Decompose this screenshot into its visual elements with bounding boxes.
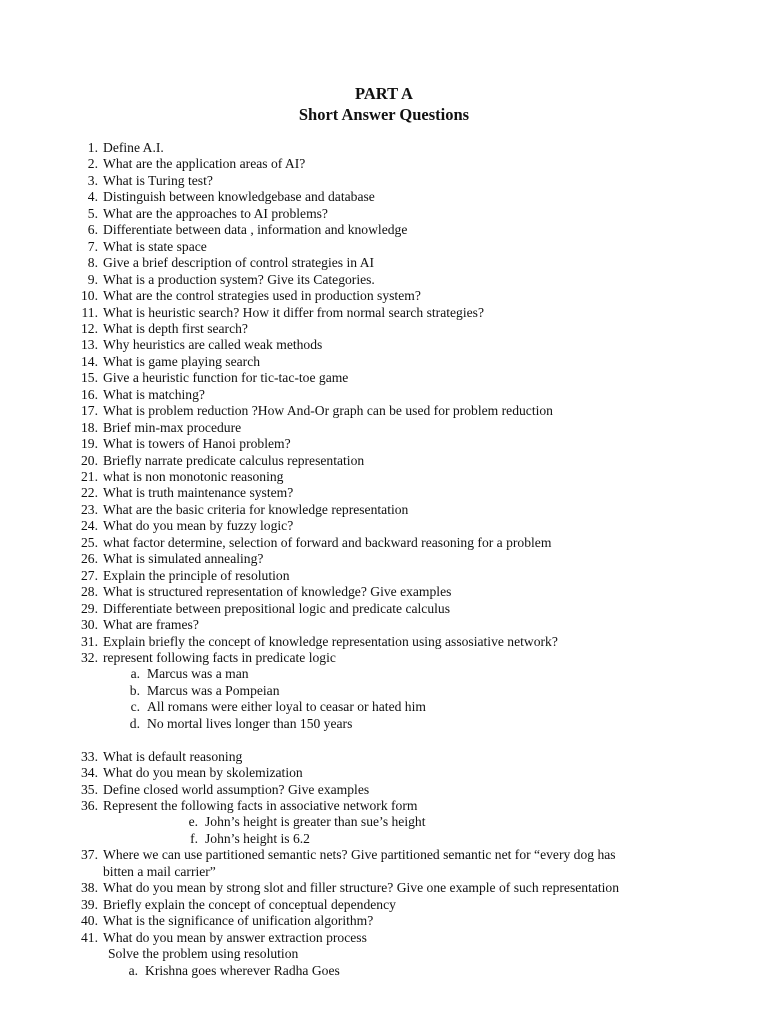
question-number: 36.: [81, 798, 98, 813]
question-text: What is the significance of unification algorithm?: [103, 913, 374, 929]
sub-item-text: Marcus was a Pompeian: [147, 682, 280, 698]
question-number: 18.: [81, 419, 98, 435]
question-number: 27.: [81, 567, 98, 583]
question-text: Why heuristics are called weak methods: [103, 337, 323, 353]
question-text: What is structured representation of knowledge? Give examples: [103, 584, 452, 600]
sub-item-text: John’s height is 6.2: [205, 830, 310, 846]
question-text: Give a brief description of control strategies in AI: [103, 255, 375, 271]
sub-item-letter: e.: [188, 814, 198, 830]
question-text: What is truth maintenance system?: [103, 485, 294, 501]
section-subtitle: Short Answer Questions: [298, 105, 470, 124]
sub-item-letter: c.: [130, 699, 140, 715]
question-number: 11.: [81, 304, 98, 320]
question-text: Briefly explain the concept of conceptual dependency: [103, 896, 396, 912]
question-text: Differentiate between prepositional logic and predicate calculus: [103, 600, 450, 616]
question-number: 21.: [81, 469, 98, 484]
question-text: Give a heuristic function for tic-tac-toe game: [103, 370, 349, 386]
question-number: 8.: [87, 255, 98, 271]
question-number: 33.: [81, 748, 98, 764]
question-text: Where we can use partitioned semantic nets? Give partitioned semantic net for “every dog has: [103, 847, 616, 863]
question-number: 38.: [81, 880, 98, 896]
question-number: 4.: [87, 189, 98, 205]
question-text: What is depth first search?: [103, 320, 248, 336]
question-text: What is state space: [103, 238, 207, 254]
question-number: 24.: [81, 518, 98, 534]
question-text: what factor determine, selection of forward and backward reasoning for a problem: [103, 534, 552, 550]
question-text-continued: bitten a mail carrier”: [103, 863, 216, 879]
sub-item-text: All romans were either loyal to ceasar or hated him: [147, 699, 426, 715]
question-text: What is heuristic search? How it differ from normal search strategies?: [103, 304, 484, 320]
question-number: 17.: [81, 403, 98, 419]
question-number: 41.: [81, 929, 98, 945]
sub-item-text: Krishna goes wherever Radha Goes: [145, 962, 340, 978]
question-text: what is non monotonic reasoning: [103, 469, 284, 484]
question-text: What do you mean by answer extraction process: [103, 929, 367, 945]
question-text: What are the approaches to AI problems?: [103, 205, 328, 221]
question-number: 6.: [87, 222, 98, 238]
sub-item-letter: b.: [129, 682, 140, 698]
question-number: 26.: [81, 551, 98, 567]
question-number: 28.: [81, 584, 98, 600]
question-text: Define closed world assumption? Give examples: [103, 781, 370, 797]
question-text: What are the control strategies used in production system?: [103, 288, 421, 304]
question-number: 9.: [87, 271, 98, 287]
question-text: What is Turing test?: [103, 172, 213, 188]
question-number: 2.: [87, 156, 98, 172]
sub-item-text: No mortal lives longer than 150 years: [147, 715, 353, 731]
question-text: Briefly narrate predicate calculus representation: [103, 452, 365, 468]
question-number: 25.: [81, 534, 98, 550]
sub-item-letter: a.: [128, 962, 138, 978]
question-text: What do you mean by fuzzy logic?: [103, 518, 294, 534]
question-text: Brief min-max procedure: [103, 419, 242, 435]
question-number: 39.: [81, 896, 98, 912]
question-number: 13.: [81, 337, 98, 353]
question-number: 37.: [81, 847, 98, 863]
question-number: 22.: [81, 485, 98, 501]
question-text: Explain briefly the concept of knowledge representation using assosiative network?: [103, 633, 558, 649]
question-text: What is a production system? Give its Categories.: [103, 271, 375, 287]
question-text: Distinguish between knowledgebase and database: [103, 189, 375, 205]
question-text: Represent the following facts in associative network form: [103, 798, 418, 813]
question-number: 31.: [81, 633, 98, 649]
question-number: 1.: [87, 140, 98, 155]
question-number: 16.: [81, 386, 98, 402]
question-text: Explain the principle of resolution: [103, 567, 290, 583]
question-text: What are the basic criteria for knowledge representation: [103, 501, 409, 517]
question-number: 14.: [81, 353, 98, 369]
question-number: 30.: [81, 617, 98, 633]
question-text: represent following facts in predicate logic: [103, 649, 336, 665]
sub-item-letter: d.: [129, 715, 140, 731]
part-heading: PART A: [355, 84, 413, 103]
question-text: What is simulated annealing?: [103, 551, 264, 567]
question-text: What do you mean by skolemization: [103, 765, 303, 781]
sub-item-text: John’s height is greater than sue’s height: [205, 814, 426, 830]
question-number: 40.: [81, 913, 98, 929]
question-number: 15.: [81, 370, 98, 386]
question-text: What do you mean by strong slot and filler structure? Give one example of such representation: [103, 880, 620, 896]
question-number: 34.: [81, 765, 98, 781]
question-number: 10.: [81, 288, 98, 304]
sub-item-letter: f.: [190, 830, 198, 846]
question-number: 23.: [81, 501, 98, 517]
question-number: 5.: [87, 205, 98, 221]
question-text: Differentiate between data , information and knowledge: [103, 222, 408, 238]
question-number: 12.: [81, 320, 98, 336]
question-number: 35.: [81, 781, 98, 797]
question-text: What is default reasoning: [103, 748, 243, 764]
question-number: 32.: [81, 649, 98, 665]
question-number: 3.: [87, 172, 98, 188]
resolution-intro: Solve the problem using resolution: [108, 946, 299, 962]
question-number: 29.: [81, 600, 98, 616]
question-text: What are frames?: [103, 617, 199, 633]
sub-item-text: Marcus was a man: [147, 666, 249, 682]
question-text: What is matching?: [103, 386, 205, 402]
sub-item-letter: a.: [130, 666, 140, 682]
question-text: Define A.I.: [103, 140, 164, 155]
question-text: What are the application areas of AI?: [103, 156, 306, 172]
question-text: What is problem reduction ?How And-Or graph can be used for problem reduction: [103, 403, 553, 419]
question-text: What is game playing search: [103, 353, 261, 369]
question-number: 7.: [87, 238, 98, 254]
question-number: 20.: [81, 452, 98, 468]
question-number: 19.: [81, 436, 98, 452]
question-text: What is towers of Hanoi problem?: [103, 436, 291, 452]
